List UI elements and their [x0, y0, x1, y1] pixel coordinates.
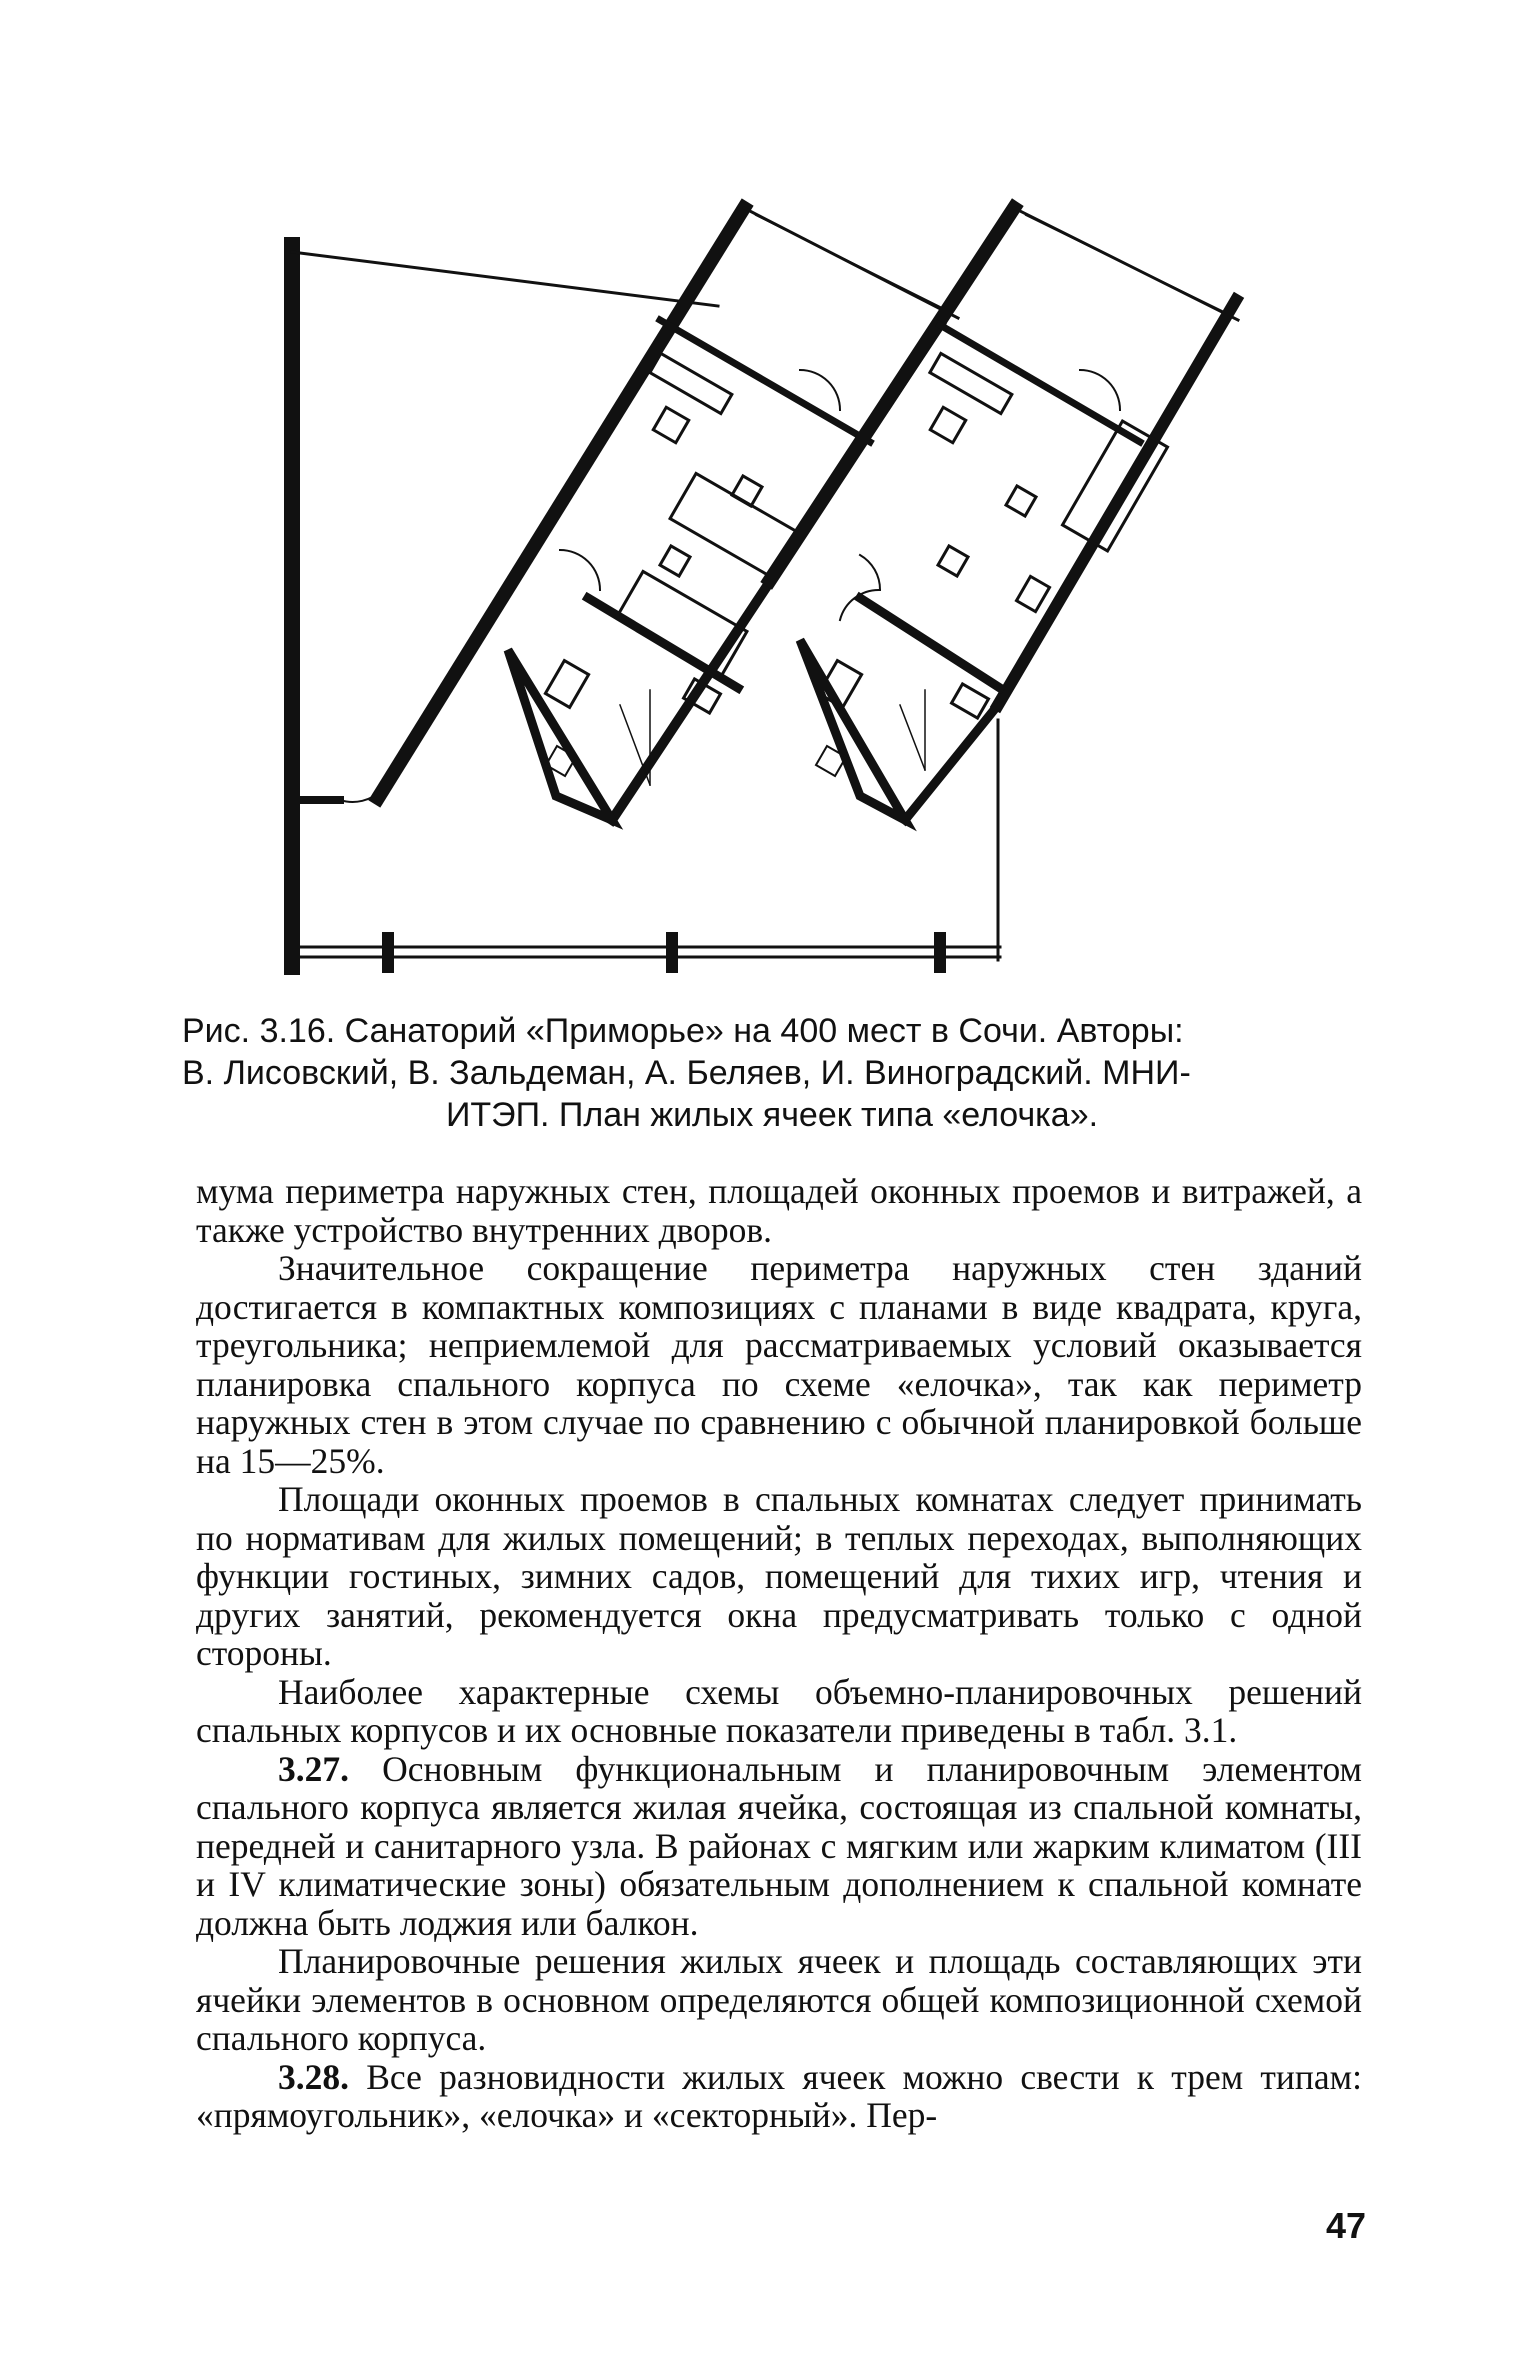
- floor-plan-figure: [0, 0, 1536, 1000]
- paragraph-5-text: Основным функциональным и планировочным элементом спального корпуса является жилая ячейка, состоящая из спальной комнаты, передней и санитарного узла. В районах с мягким или жарким климатом (III и IV климатические зоны) обязательным дополнением к спальной комнате должна быть лоджия или балкон.: [196, 1748, 1363, 1943]
- body-text: [196, 1172, 1362, 2135]
- section-number-3-28: 3.28.: [278, 2056, 349, 2097]
- cell-right: [770, 208, 1238, 820]
- paragraph-3: Площади оконных проемов в спальных комнатах следует принимать по нормативам для жилых помещений; в теплых переходах, выполняющих функции гостиных, зимних садов, помещений для тихих игр, чтения и других занятий, рекомендуется окна предусматривать только с одной стороны.: [196, 1479, 1362, 1673]
- paragraph-7: [196, 2058, 1362, 2135]
- paragraph-6: Планировочные решения жилых ячеек и площадь составляющих эти ячейки элементов в основном определяются общей композиционной схемой спального корпуса.: [196, 1941, 1362, 2058]
- figure-caption: [182, 1010, 1362, 1136]
- caption-line-3: ИТЭП. План жилых ячеек типа «елочка».: [445, 1096, 1099, 1134]
- caption-line-2: В. Лисовский, В. Зальдеман, А. Беляев, И. Виноградский. МНИ-: [182, 1054, 1191, 1092]
- paragraph-1: мума периметра наружных стен, площадей оконных проемов и витражей, а также устройство внутренних дворов.: [196, 1171, 1362, 1250]
- paragraph-2: Значительное сокращение периметра наружных стен зданий достигается в компактных композициях с планами в виде квадрата, круга, треугольника; неприемлемой для рассматриваемых условий оказывается планировка спального корпуса по схеме «елочка», так как периметр наружных стен в этом случае по сравнению с обычной планировкой больше на 15—25%.: [196, 1248, 1362, 1481]
- paragraph-7-text: Все разновидности жилых ячеек можно свести к трем типам: «прямоугольник», «елочка» и «секторный». Пер-: [196, 2056, 1363, 2135]
- caption-line-1: Рис. 3.16. Санаторий «Приморье» на 400 мест в Сочи. Авторы:: [182, 1012, 1184, 1050]
- paragraph-4: Наиболее характерные схемы объемно-планировочных решений спальных корпусов и их основные показатели приведены в табл. 3.1.: [196, 1671, 1362, 1750]
- section-number-3-27: 3.27.: [278, 1748, 349, 1789]
- page-number: 47: [1326, 2205, 1367, 2246]
- paragraph-5: [196, 1750, 1362, 1943]
